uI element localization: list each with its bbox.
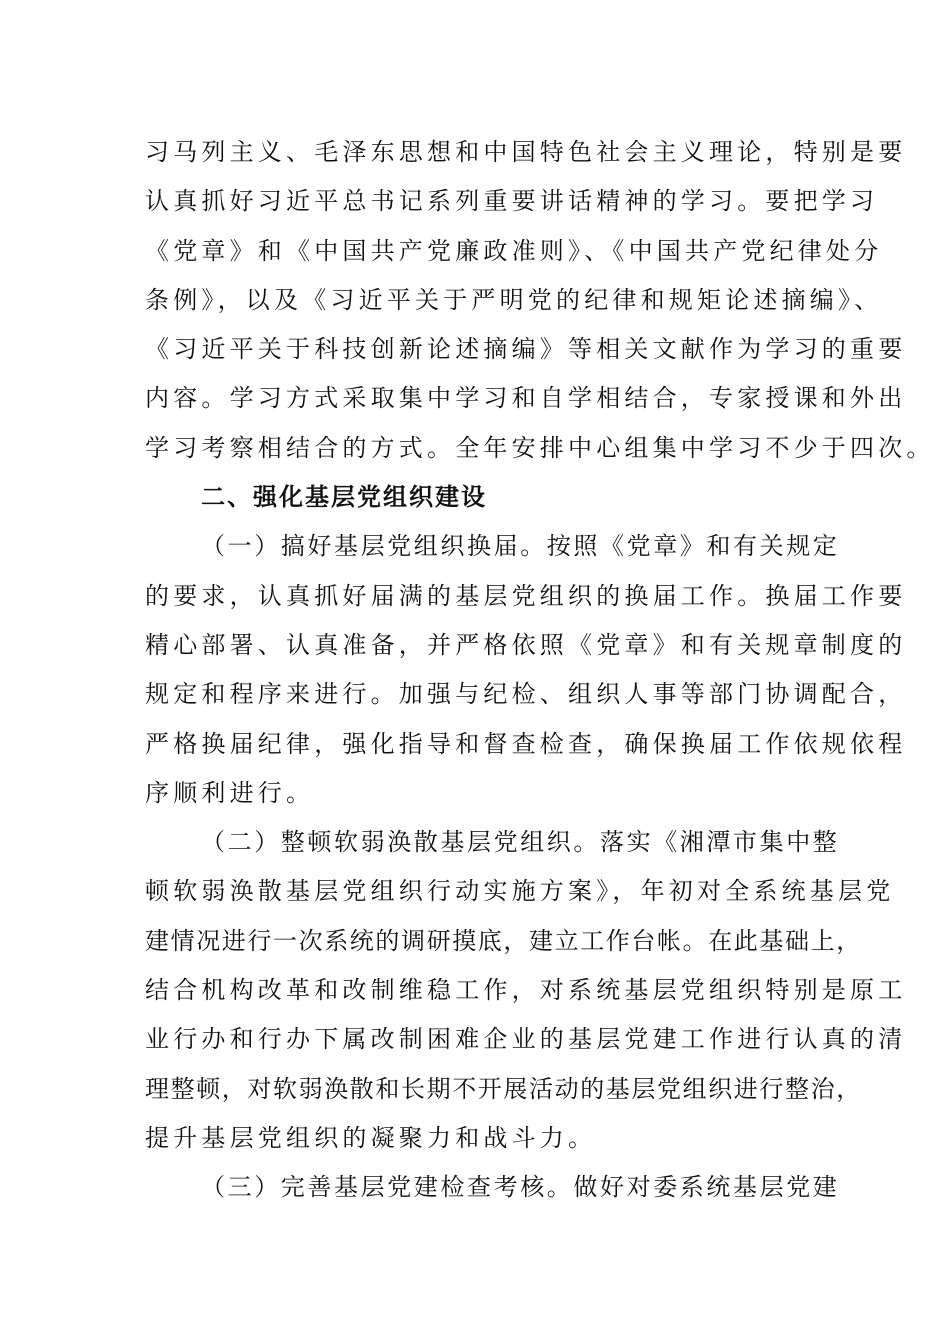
- text-line-4: 条例》，以及《习近平关于严明党的纪律和规矩论述摘编》、: [145, 285, 883, 314]
- paragraph-3-line-1: （三）完善基层党建检查考核。做好对委系统基层党建: [201, 1173, 840, 1202]
- paragraph-2-line-2: 顿软弱涣散基层党组织行动实施方案》，年初对全系统基层党: [145, 877, 895, 906]
- paragraph-1-line-1: （一）搞好基层党组织换届。按照《党章》和有关规定: [201, 532, 840, 561]
- paragraph-1-line-5: 严格换届纪律，强化指导和督查检查，确保换届工作依规依程: [145, 729, 907, 758]
- paragraph-2-line-4: 结合机构改革和改制维稳工作，对系统基层党组织特别是原工: [145, 976, 907, 1005]
- text-line-5: 《习近平关于科技创新论述摘编》等相关文献作为学习的重要: [145, 335, 907, 364]
- text-line-2: 认真抓好习近平总书记系列重要讲话精神的学习。要把学习: [145, 187, 879, 216]
- section-heading: 二、强化基层党组织建设: [201, 483, 487, 512]
- paragraph-2-line-6: 理整顿，对软弱涣散和长期不开展活动的基层党组织进行整治，: [145, 1074, 862, 1103]
- text-line-7: 学习考察相结合的方式。全年安排中心组集中学习不少于四次。: [145, 433, 935, 462]
- paragraph-1-line-4: 规定和程序来进行。加强与纪检、组织人事等部门协调配合，: [145, 680, 907, 709]
- paragraph-1-line-6: 序顺利进行。: [145, 778, 315, 807]
- text-line-3: 《党章》和《中国共产党廉政准则》、《中国共产党纪律处分: [145, 236, 883, 265]
- paragraph-1-line-3: 精心部署、认真准备，并严格依照《党章》和有关规章制度的: [145, 630, 907, 659]
- text-line-1: 习马列主义、毛泽东思想和中国特色社会主义理论，特别是要: [145, 138, 907, 166]
- text-line-6: 内容。学习方式采取集中学习和自学相结合，专家授课和外出: [145, 384, 907, 413]
- paragraph-2-line-5: 业行办和行办下属改制困难企业的基层党建工作进行认真的清: [145, 1025, 907, 1054]
- paragraph-2-line-7: 提升基层党组织的凝聚力和战斗力。: [145, 1123, 597, 1152]
- paragraph-2-line-3: 建情况进行一次系统的调研摸底，建立工作台帐。在此基础上，: [145, 926, 862, 955]
- document-body: [145, 128, 935, 1213]
- paragraph-2-line-1: （二）整顿软弱涣散基层党组织。落实《湘潭市集中整: [201, 828, 840, 857]
- paragraph-1-line-2: 的要求，认真抓好届满的基层党组织的换届工作。换届工作要: [145, 581, 907, 610]
